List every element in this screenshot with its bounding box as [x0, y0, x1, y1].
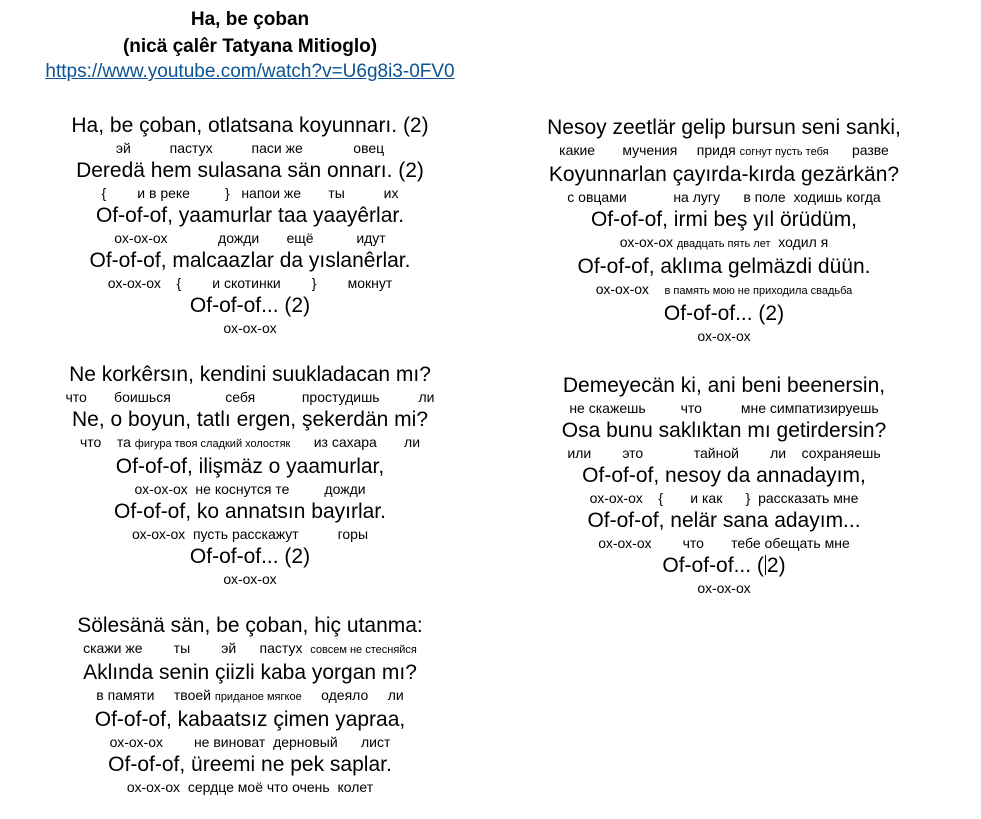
- translation-line: ох-ох-ох дожди ещё идут: [114, 230, 386, 246]
- translation-line: ох-ох-ох не коснутся те дожди: [134, 481, 366, 497]
- translation-line: ох-ох-ох сердце моё что очень колет: [126, 779, 374, 795]
- left-column: [0, 114, 500, 798]
- right-column: [474, 116, 974, 599]
- translation-fragment: ходил я: [770, 234, 829, 250]
- lyric-line: Of-of-of, irmi beş yıl örüdüm,: [590, 208, 858, 231]
- translation-line: эй пастух паси же овец: [115, 140, 385, 156]
- translation-fragment: скажи же ты эй пастух: [83, 640, 311, 656]
- translation-fragment: ох-ох-ох: [619, 234, 677, 250]
- lyric-line: Demeyecän ki, ani beni beenersin,: [562, 374, 886, 397]
- lyric-line: Ne, o boyun, tatlı ergen, şekerdän mi?: [71, 408, 429, 431]
- song-title: Ha, be çoban: [190, 9, 310, 30]
- translation-fragment: приданое мягкое: [214, 691, 302, 703]
- stanza-5: [474, 374, 974, 599]
- lyric-line: Nesoy zeetlär gelip bursun seni sanki,: [547, 116, 901, 139]
- lyric-line: Osa bunu saklıktan mı getirdersin?: [561, 419, 887, 442]
- translation-line: ох-ох-ох не виноват дерновый лист: [109, 734, 391, 750]
- lyric-line: Deredä hem sulasana sän onnarı. (2): [76, 159, 424, 182]
- lyric-line: [474, 554, 974, 578]
- translation-fragment: одеяло ли: [301, 687, 404, 703]
- lyric-line: Of-of-of, üreemi ne pek saplar.: [108, 753, 392, 776]
- lyric-line: Of-of-of... (2): [189, 545, 311, 568]
- stanza-2: [0, 363, 500, 590]
- translation-fragment: согнут пусть тебя: [739, 146, 829, 158]
- translation-fragment: из сахара ли: [290, 434, 421, 450]
- translation-line: [474, 140, 974, 163]
- lyric-line: Of-of-of, nesoy da annadayım,: [582, 464, 866, 487]
- translation-fragment: ох-ох-ох: [595, 281, 665, 297]
- translation-fragment: совсем не стесняйся: [310, 644, 417, 656]
- translation-line: ох-ох-ох: [697, 580, 751, 596]
- translation-line: [0, 685, 500, 708]
- lyric-line: Of-of-of, kabaatsız çimen yapraa,: [94, 708, 406, 731]
- lyric-line: Of-of-of, yaamurlar taa yaayêrlar.: [95, 204, 405, 227]
- youtube-link[interactable]: https://www.youtube.com/watch?v=U6g8i3-0FV0: [45, 61, 455, 82]
- lyric-line: Aklında senin çiizli kaba yorgan mı?: [83, 661, 417, 684]
- lyric-line: Of-of-of, nelär sana adayım...: [587, 509, 861, 532]
- translation-line: ох-ох-ох { и скотинки } мокнут: [107, 275, 393, 291]
- lyric-line: Ne korkêrsın, kendini suukladacan mı?: [69, 363, 431, 386]
- stanza-4: [474, 116, 974, 347]
- lyric-line: Sölesänä sän, be çoban, hiç utanma:: [77, 614, 423, 637]
- translation-fragment: разве: [828, 142, 889, 158]
- lyric-line: Of-of-of, ko annatsın bayırlar.: [114, 500, 386, 523]
- lyric-line: Of-of-of, ilişmäz o yaamurlar,: [115, 455, 385, 478]
- translation-line: не скажешь что мне симпатизируешь: [569, 400, 879, 416]
- translation-fragment: какие мучения придя: [559, 142, 740, 158]
- translation-line: [474, 279, 974, 302]
- lyric-fragment: 2): [766, 554, 786, 577]
- translation-line: ох-ох-ох: [223, 320, 277, 336]
- lyric-fragment: Of-of-of... (: [662, 554, 764, 577]
- translation-line: что боишься себя простудишь ли: [65, 389, 435, 405]
- translation-line: [0, 432, 500, 455]
- translation-fragment: двадцать пять лет: [676, 238, 771, 250]
- translation-line: ох-ох-ох: [223, 571, 277, 587]
- translation-fragment: в памяти твоей: [96, 687, 215, 703]
- lyric-line: Koyunnarlan çayırda-kırda gezärkän?: [548, 163, 900, 186]
- text-cursor: [765, 555, 766, 575]
- translation-line: ох-ох-ох { и как } рассказать мне: [589, 490, 859, 506]
- stanza-1: [0, 114, 500, 339]
- stanza-3: [0, 614, 500, 798]
- lyric-line: Ha, be çoban, otlatsana koyunnarı. (2): [71, 114, 429, 137]
- lyric-line: Of-of-of, malcaazlar da yıslanêrlar.: [89, 249, 411, 272]
- lyric-line: Of-of-of... (2): [663, 302, 785, 325]
- lyric-line: Of-of-of... (2): [189, 294, 311, 317]
- translation-line: [0, 638, 500, 661]
- translation-line: { и в реке } напои же ты их: [101, 185, 399, 201]
- lyric-line: Of-of-of, aklıma gelmäzdi düün.: [577, 255, 871, 278]
- translation-line: или это тайной ли сохраняешь: [567, 445, 881, 461]
- song-subtitle: (nicä çalêr Tatyana Mitioglo): [122, 36, 378, 57]
- translation-line: ох-ох-ох пусть расскажут горы: [131, 526, 369, 542]
- translation-fragment: в память мою не приходила свадьба: [664, 285, 853, 297]
- translation-line: ох-ох-ох что тебе обещать мне: [598, 535, 850, 551]
- translation-line: [474, 232, 974, 255]
- translation-line: с овцами на лугу в поле ходишь когда: [567, 189, 881, 205]
- translation-line: ох-ох-ох: [697, 328, 751, 344]
- translation-fragment: фигура твоя сладкий холостяк: [134, 438, 291, 450]
- translation-fragment: что та: [79, 434, 135, 450]
